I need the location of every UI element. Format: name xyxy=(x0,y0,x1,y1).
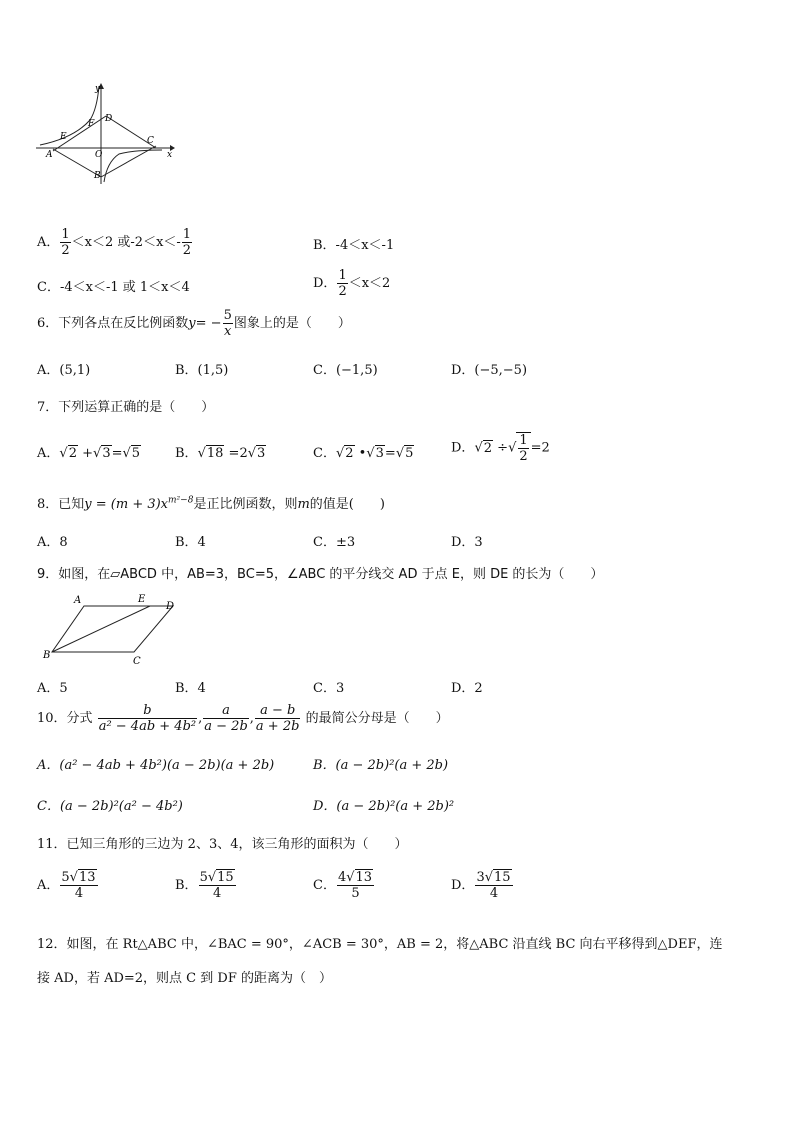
q6-option-d: D．(−5,−5) xyxy=(451,363,528,378)
fig5-label-o: O xyxy=(95,150,103,160)
q9-stem: 9．如图，在▱ABCD 中，AB=3，BC=5，∠ABC 的平分线交 AD 于点 E，则 DE 的长为（ ） xyxy=(37,567,604,582)
q8-option-c: C．±3 xyxy=(313,535,356,550)
q7-option-d: D．√2 ÷√ $\frac{1}{2}$ =2 xyxy=(451,433,550,464)
fig5-label-x: x xyxy=(167,150,173,160)
q5-option-b: B．-4＜x＜-1 xyxy=(313,238,395,253)
q8-option-a: A．8 xyxy=(37,535,68,550)
q11-stem: 11．已知三角形的三边为 2、3、4，该三角形的面积为（ ） xyxy=(37,837,408,852)
q8-stem: 8．已知$y = (m + 3)x^{m^2-8}$是正比例函数，则m的值是( ) xyxy=(37,495,385,512)
q9-option-c: C．3 xyxy=(313,681,345,696)
fig5-label-f: F xyxy=(88,119,95,129)
q6-option-a: A．(5,1) xyxy=(37,363,91,378)
fig9-label-d: D xyxy=(166,601,175,612)
q7-option-b: B．√18 =2√3 xyxy=(175,446,266,461)
q8-option-b: B．4 xyxy=(175,535,206,550)
q10-option-c: C．(a − 2b)²(a² − 4b²) xyxy=(37,799,183,814)
q6-stem: 6．下列各点在反比例函数y= − $\frac{5}{x}$ 图象上的是（ ） xyxy=(37,308,351,339)
q11-option-d: D． $\frac{3√15}{4}$ xyxy=(451,870,511,901)
q12-line-2: 接 AD，若 AD=2，则点 C 到 DF 的距离为（ ） xyxy=(37,971,332,986)
q10-option-a: A．(a² − 4ab + 4b²)(a − 2b)(a + 2b) xyxy=(37,758,275,773)
q9-option-a: A．5 xyxy=(37,681,68,696)
fig9-label-e: E xyxy=(138,594,146,605)
fig9-label-b: B xyxy=(43,650,51,661)
fig5-label-b: B xyxy=(94,171,101,181)
q10-stem: 10．分式 $\frac{b}{\text{a² − 4ab + 4b²}}$ , $\frac{a}{a - 2b}$ , $\frac{a - b}{a + 2b}$ 的最简公分母是（ ） xyxy=(37,703,449,734)
hyperbola-figure xyxy=(34,82,176,186)
q5-option-a: A． $\frac{1}{2}$ ＜x＜2 或-2＜x＜- $\frac{1}{2}$ xyxy=(37,227,192,258)
fig5-label-d: D xyxy=(105,114,113,124)
q10-option-b: B．(a − 2b)²(a + 2b) xyxy=(313,758,449,773)
q7-stem: 7．下列运算正确的是（ ） xyxy=(37,400,215,415)
q11-option-a: A． $\frac{5√13}{4}$ xyxy=(37,870,96,901)
q11-option-c: C． $\frac{4√13}{5}$ xyxy=(313,870,373,901)
q5-option-d: D． $\frac{1}{2}$ ＜x＜2 xyxy=(313,268,391,299)
q9-option-d: D．2 xyxy=(451,681,483,696)
q11-option-b: B． $\frac{5√15}{4}$ xyxy=(175,870,234,901)
q8-option-d: D．3 xyxy=(451,535,483,550)
q6-option-b: B．(1,5) xyxy=(175,363,229,378)
fig9-label-c: C xyxy=(133,656,141,667)
fig5-label-e: E xyxy=(60,132,67,142)
fig5-label-c: C xyxy=(147,136,154,146)
q10-option-d: D．(a − 2b)²(a + 2b)² xyxy=(313,799,455,814)
fig5-label-a: A xyxy=(46,150,53,160)
q6-option-c: C．(−1,5) xyxy=(313,363,378,378)
q7-option-c: C．√2 •√3=√5 xyxy=(313,446,414,461)
fig9-label-a: A xyxy=(74,595,82,606)
q5-option-c: C．-4＜x＜-1 或 1＜x＜4 xyxy=(37,280,190,295)
parallelogram-figure xyxy=(38,592,188,670)
q9-option-b: B．4 xyxy=(175,681,206,696)
q7-option-a: A．√2 +√3=√5 xyxy=(37,446,141,461)
fig5-label-y: y xyxy=(95,84,101,94)
q12-line-1: 12．如图，在 Rt△ABC 中，∠BAC = 90°，∠ACB = 30°，AB = 2，将△ABC 沿直线 BC 向右平移得到△DEF，连 xyxy=(37,937,723,952)
